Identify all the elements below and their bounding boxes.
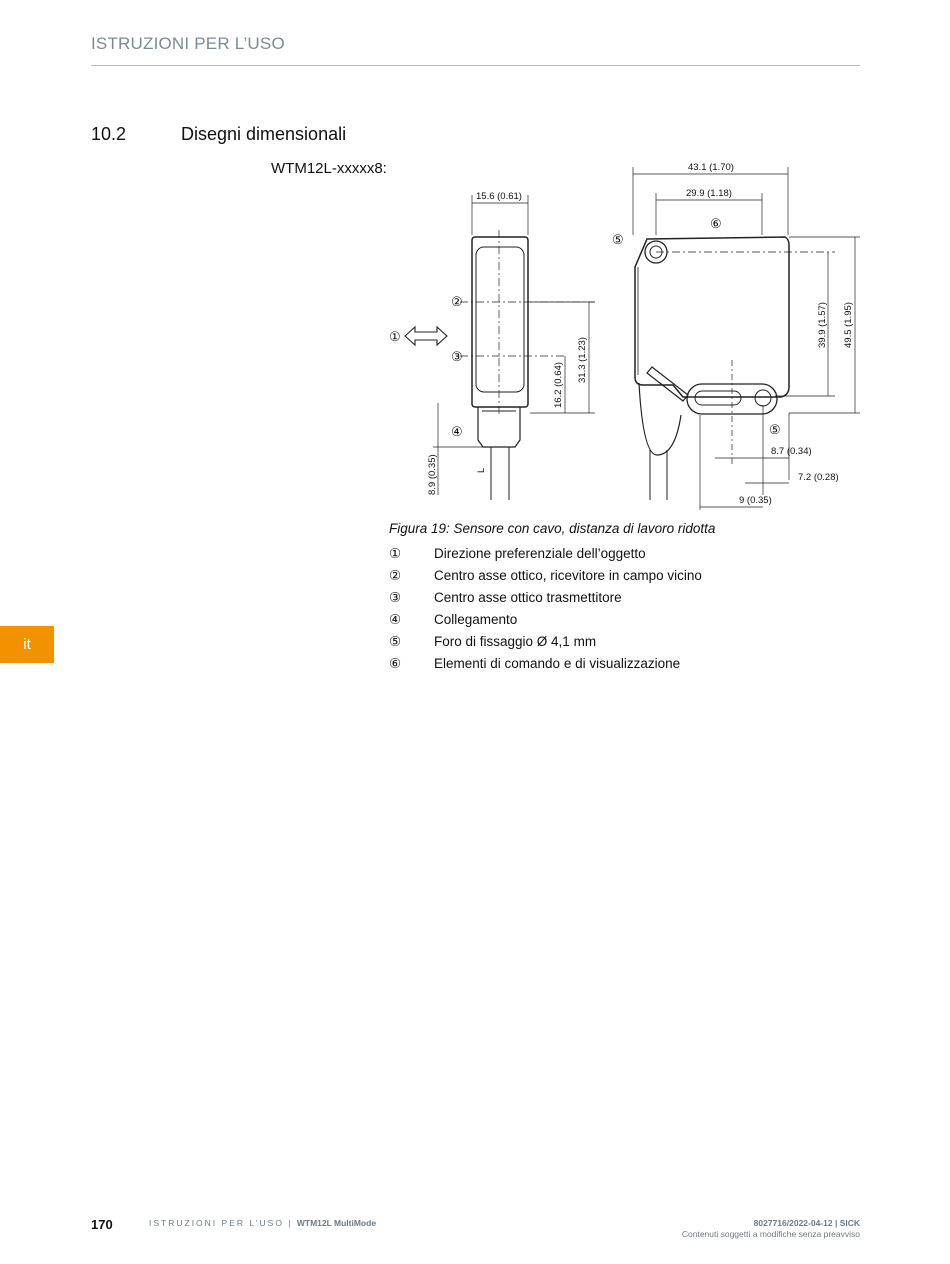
legend-number: ⑤ — [389, 634, 402, 649]
marker-2: ② — [451, 294, 463, 309]
marker-6: ⑥ — [710, 216, 722, 231]
legend-item — [389, 546, 702, 568]
dimension-drawing — [385, 155, 865, 515]
footer-doc-type: ISTRUZIONI PER L’USO | — [149, 1218, 297, 1228]
footer-document-title — [149, 1218, 376, 1228]
legend-text: Collegamento — [434, 612, 518, 627]
marker-3: ③ — [451, 349, 463, 364]
marker-1: ① — [389, 329, 401, 344]
legend-item — [389, 634, 702, 656]
legend-number: ② — [389, 568, 402, 583]
legend-number: ① — [389, 546, 402, 561]
legend-item — [389, 568, 702, 590]
dim-16-2: 16.2 (0.64) — [553, 362, 564, 408]
dim-8-7: 8.7 (0.34) — [771, 446, 812, 457]
marker-5-bottom: ⑤ — [769, 422, 781, 437]
header-divider — [91, 65, 860, 66]
side-view-lens — [476, 247, 524, 392]
dim-7-2: 7.2 (0.28) — [798, 472, 839, 483]
figure-caption: Figura 19: Sensore con cavo, distanza di lavoro ridotta — [389, 521, 716, 536]
marker-5-top: ⑤ — [612, 232, 624, 247]
section-number: 10.2 — [91, 124, 127, 144]
model-label: WTM12L-xxxxx8: — [271, 160, 387, 177]
footer-doc-code: 8027716/2022-04-12 | SICK — [753, 1218, 860, 1228]
legend-text: Foro di fissaggio Ø 4,1 mm — [434, 634, 597, 649]
legend-text: Elementi di comando e di visualizzazione — [434, 656, 681, 671]
footer-product: WTM12L MultiMode — [296, 1218, 377, 1228]
dim-49-5: 49.5 (1.95) — [843, 302, 854, 348]
footer-info — [682, 1218, 860, 1240]
dim-31-3: 31.3 (1.23) — [577, 337, 588, 383]
dim-29-9: 29.9 (1.18) — [686, 188, 732, 199]
side-view-housing — [472, 237, 528, 407]
dim-43-1: 43.1 (1.70) — [688, 162, 734, 173]
dim-8-9: 8.9 (0.35) — [427, 454, 438, 495]
dim-9: 9 (0.35) — [739, 495, 772, 506]
dim-39-9: 39.9 (1.57) — [817, 302, 828, 348]
legend-text: Direzione preferenziale dell’oggetto — [434, 546, 646, 561]
section-title: Disegni dimensionali — [181, 124, 347, 144]
dim-15-6: 15.6 (0.61) — [476, 191, 522, 202]
page-number: 170 — [91, 1217, 113, 1232]
legend-item — [389, 612, 702, 634]
cable-length-label: L — [476, 467, 487, 473]
legend-number: ③ — [389, 590, 402, 605]
legend-text: Centro asse ottico, ricevitore in campo vicino — [434, 568, 702, 583]
legend-number: ④ — [389, 612, 402, 627]
direction-arrow — [405, 327, 447, 345]
marker-4: ④ — [451, 424, 463, 439]
legend-item — [389, 656, 702, 678]
legend-item — [389, 590, 702, 612]
legend-list — [389, 546, 702, 678]
footer-note: Contenuti soggetti a modifiche senza preavviso — [681, 1229, 860, 1239]
language-tab: it — [0, 626, 54, 663]
header-title: ISTRUZIONI PER L’USO — [91, 34, 285, 53]
legend-number: ⑥ — [389, 656, 402, 671]
front-view-housing — [635, 237, 789, 397]
legend-text: Centro asse ottico trasmettitore — [434, 590, 622, 605]
